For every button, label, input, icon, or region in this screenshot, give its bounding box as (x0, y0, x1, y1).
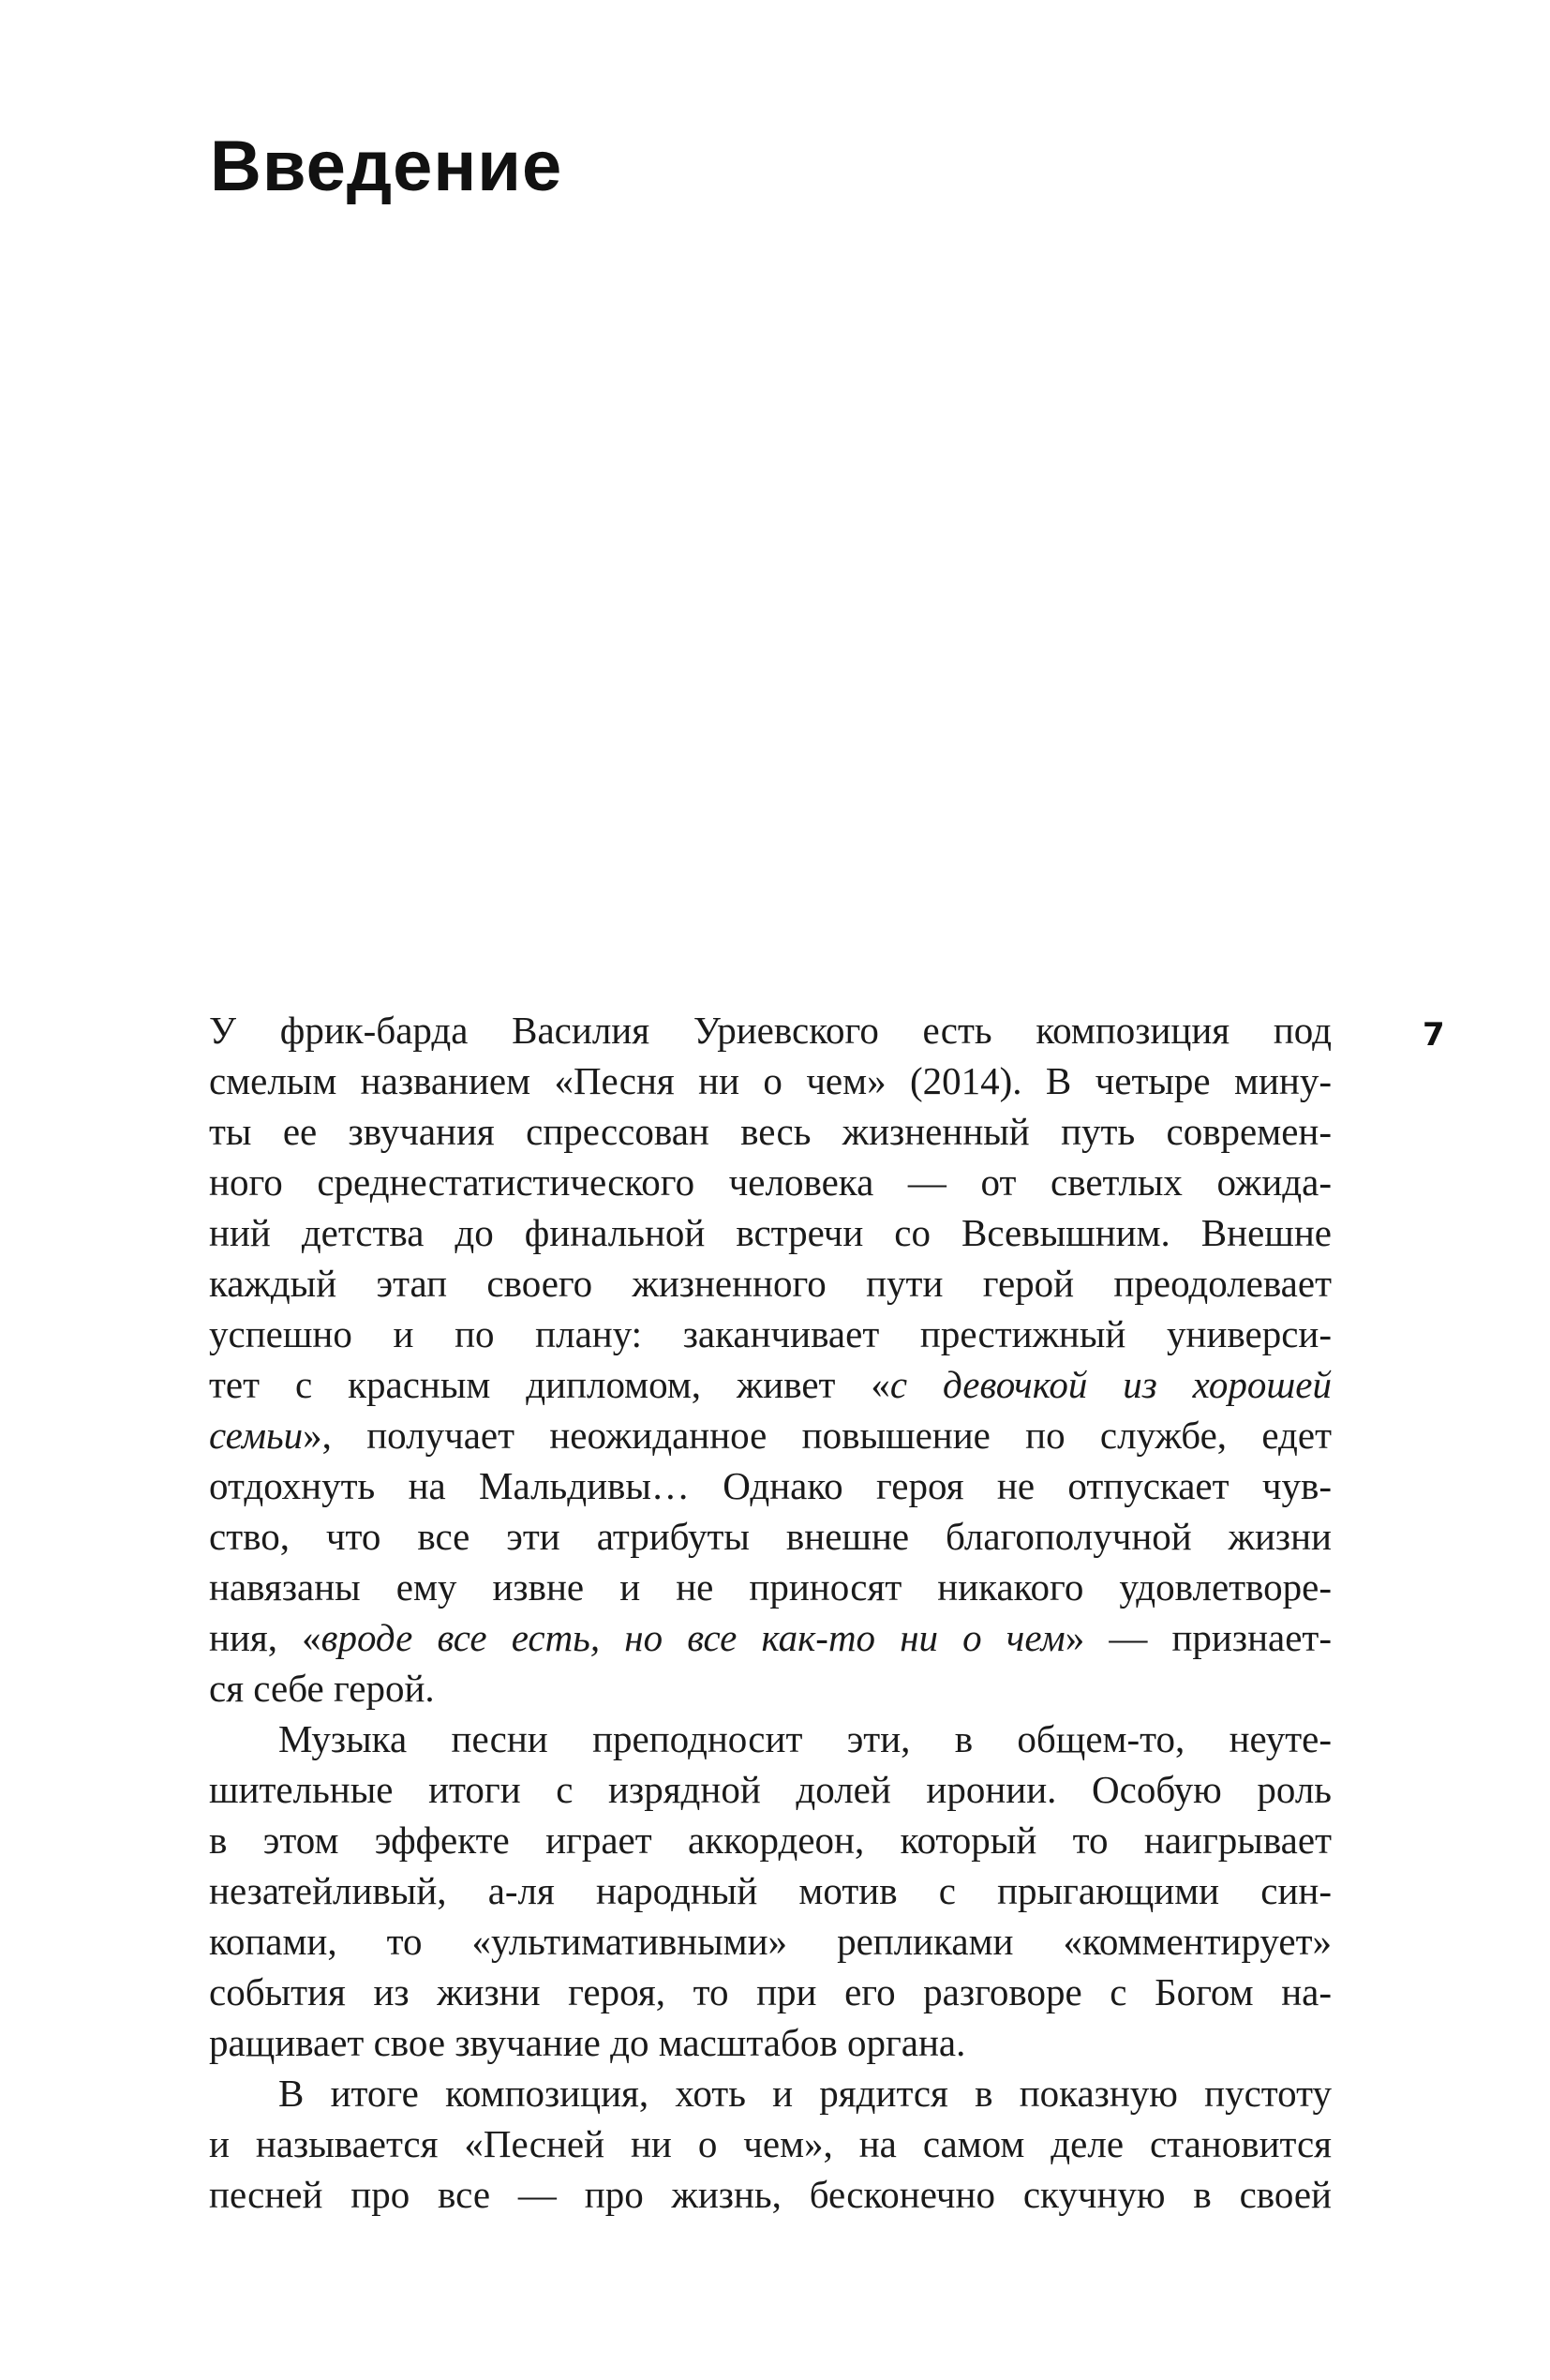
chapter-title: Введение (210, 127, 563, 206)
text-segment: в этом эффекте играет аккордеон, который то наигрывает (209, 1819, 1332, 1862)
text-line (209, 1157, 1332, 1207)
text-segment: » — признает- (1065, 1616, 1332, 1659)
text-line (209, 1460, 1332, 1511)
text-segment: песней про все — про жизнь, бесконечно скучную в своей (209, 2173, 1332, 2216)
text-line (209, 1410, 1332, 1460)
text-segment: ний детства до финальной встречи со Всевышним. Внешне (209, 1211, 1332, 1254)
text-segment: навязаны ему извне и не приносят никакого удовлетворе- (209, 1565, 1332, 1609)
text-segment: и называется «Песней ни о чем», на самом деле становится (209, 2122, 1332, 2165)
text-line (209, 1258, 1332, 1309)
text-line (209, 2118, 1332, 2169)
text-line (209, 1663, 1332, 1714)
text-line (209, 2017, 1332, 2068)
page-number: 7 (1423, 1016, 1445, 1054)
text-segment: шительные итоги с изрядной долей иронии. Особую роль (209, 1768, 1332, 1811)
text-line (209, 1764, 1332, 1815)
text-line (209, 1714, 1332, 1764)
text-segment: ся себе герой. (209, 1667, 435, 1710)
text-segment: ращивает свое звучание до масштабов органа. (209, 2021, 966, 2064)
text-line (209, 2169, 1332, 2220)
text-segment: смелым названием «Песня ни о чем» (2014). В четыре мину- (209, 1059, 1332, 1102)
text-line (209, 1612, 1332, 1663)
text-segment: », получает неожиданное повышение по службе, едет (303, 1414, 1332, 1457)
text-segment: ты ее звучания спрессован весь жизненный путь современ- (209, 1110, 1332, 1153)
text-line (209, 1207, 1332, 1258)
italic-quote: семьи (209, 1414, 304, 1457)
text-line (209, 1815, 1332, 1865)
text-line (209, 2068, 1332, 2118)
text-segment: Музыка песни преподносит эти, в общем-то, неуте- (278, 1717, 1332, 1760)
italic-quote: вроде все есть, но все как-то ни о чем (320, 1616, 1066, 1659)
text-line (209, 1916, 1332, 1967)
text-line (209, 1055, 1332, 1106)
text-line (209, 1967, 1332, 2017)
text-segment: ния, « (209, 1616, 321, 1659)
text-segment: каждый этап своего жизненного пути герой преодолевает (209, 1262, 1332, 1305)
text-segment: копами, то «ультимативными» репликами «комментирует» (209, 1920, 1332, 1963)
text-segment: отдохнуть на Мальдивы… Однако героя не отпускает чув- (209, 1464, 1332, 1507)
text-line (209, 1309, 1332, 1359)
text-line (209, 1005, 1332, 1055)
text-segment: ного среднестатистического человека — от светлых ожида- (209, 1160, 1332, 1204)
text-segment: ство, что все эти атрибуты внешне благополучной жизни (209, 1515, 1332, 1558)
text-line (209, 1359, 1332, 1410)
text-segment: незатейливый, а-ля народный мотив с прыгающими син- (209, 1869, 1332, 1912)
text-line (209, 1106, 1332, 1157)
text-segment: тет с красным дипломом, живет « (209, 1363, 890, 1406)
text-segment: успешно и по плану: заканчивает престижный универси- (209, 1312, 1332, 1355)
text-line (209, 1511, 1332, 1562)
text-segment: У фрик-барда Василия Уриевского есть композиция под (209, 1009, 1332, 1052)
body-text (209, 1005, 1332, 2220)
text-line (209, 1865, 1332, 1916)
italic-quote: с девочкой из хорошей (889, 1363, 1332, 1406)
text-segment: события из жизни героя, то при его разговоре с Богом на- (209, 1970, 1332, 2013)
text-segment: В итоге композиция, хоть и рядится в показную пустоту (278, 2072, 1332, 2115)
text-line (209, 1562, 1332, 1612)
